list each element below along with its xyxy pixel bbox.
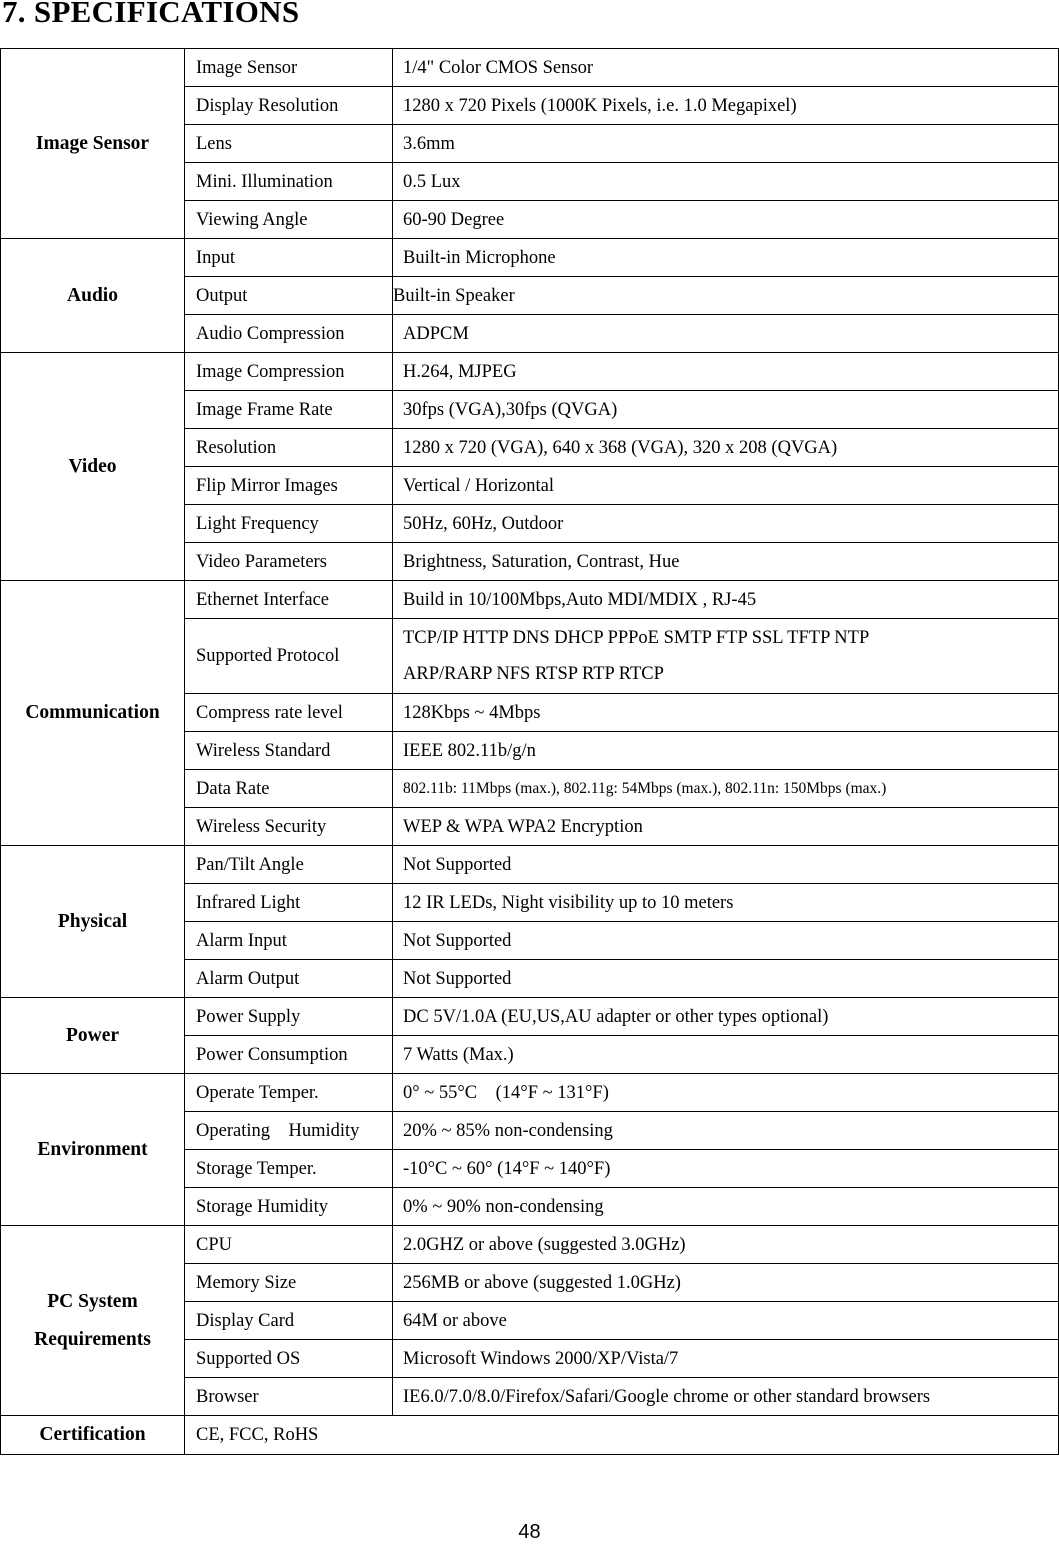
spec-value: 7 Watts (Max.) [393, 1036, 1059, 1074]
spec-label: Alarm Output [185, 960, 393, 998]
spec-value: Not Supported [393, 922, 1059, 960]
category-physical: Physical [1, 846, 185, 998]
spec-label: Power Supply [185, 998, 393, 1036]
spec-label: Image Sensor [185, 49, 393, 87]
spec-label: Resolution [185, 429, 393, 467]
category-certification: Certification [1, 1416, 185, 1455]
certification-value: CE, FCC, RoHS [185, 1416, 1059, 1455]
spec-label: Wireless Security [185, 808, 393, 846]
spec-value: IE6.0/7.0/8.0/Firefox/Safari/Google chrome or other standard browsers [393, 1378, 1059, 1416]
spec-label: Output [185, 277, 393, 315]
category-audio: Audio [1, 239, 185, 353]
spec-label: Audio Compression [185, 315, 393, 353]
table-row [1, 1226, 1059, 1264]
category-line: Requirements [34, 1328, 151, 1350]
spec-value: Not Supported [393, 960, 1059, 998]
spec-label: Display Card [185, 1302, 393, 1340]
spec-value: 0° ~ 55°C (14°F ~ 131°F) [393, 1074, 1059, 1112]
spec-label: Display Resolution [185, 87, 393, 125]
spec-value: H.264, MJPEG [393, 353, 1059, 391]
spec-label: Light Frequency [185, 505, 393, 543]
spec-value: Vertical / Horizontal [393, 467, 1059, 505]
table-row [1, 581, 1059, 619]
category-pc-system-requirements [1, 1226, 185, 1416]
spec-value: Not Supported [393, 846, 1059, 884]
spec-label: Storage Temper. [185, 1150, 393, 1188]
spec-label: Pan/Tilt Angle [185, 846, 393, 884]
spec-label: Flip Mirror Images [185, 467, 393, 505]
spec-value: Built-in Microphone [393, 239, 1059, 277]
spec-value: 3.6mm [393, 125, 1059, 163]
category-environment: Environment [1, 1074, 185, 1226]
spec-value: 256MB or above (suggested 1.0GHz) [393, 1264, 1059, 1302]
table-row [1, 239, 1059, 277]
spec-value: 128Kbps ~ 4Mbps [393, 694, 1059, 732]
spec-label: Infrared Light [185, 884, 393, 922]
category-video: Video [1, 353, 185, 581]
table-row [1, 353, 1059, 391]
spec-value [393, 619, 1059, 694]
spec-value: Built-in Speaker [393, 277, 1059, 315]
category-power: Power [1, 998, 185, 1074]
category-image-sensor: Image Sensor [1, 49, 185, 239]
spec-value: 20% ~ 85% non-condensing [393, 1112, 1059, 1150]
spec-value: -10°C ~ 60° (14°F ~ 140°F) [393, 1150, 1059, 1188]
spec-value-line: TCP/IP HTTP DNS DHCP PPPoE SMTP FTP SSL TFTP NTP [403, 628, 870, 648]
spec-label: Wireless Standard [185, 732, 393, 770]
spec-value: DC 5V/1.0A (EU,US,AU adapter or other types optional) [393, 998, 1059, 1036]
spec-label: Browser [185, 1378, 393, 1416]
spec-value: 60-90 Degree [393, 201, 1059, 239]
spec-label: Lens [185, 125, 393, 163]
table-row [1, 998, 1059, 1036]
spec-label: CPU [185, 1226, 393, 1264]
spec-label: Mini. Illumination [185, 163, 393, 201]
spec-label: Supported Protocol [185, 619, 393, 694]
spec-value: 1/4" Color CMOS Sensor [393, 49, 1059, 87]
spec-value: IEEE 802.11b/g/n [393, 732, 1059, 770]
spec-value: Microsoft Windows 2000/XP/Vista/7 [393, 1340, 1059, 1378]
spec-value: 50Hz, 60Hz, Outdoor [393, 505, 1059, 543]
spec-label: Viewing Angle [185, 201, 393, 239]
table-row [1, 846, 1059, 884]
spec-label: Storage Humidity [185, 1188, 393, 1226]
table-row [1, 1416, 1059, 1455]
spec-label: Power Consumption [185, 1036, 393, 1074]
table-row [1, 1074, 1059, 1112]
spec-label: Data Rate [185, 770, 393, 808]
spec-label: Input [185, 239, 393, 277]
specifications-table [0, 48, 1059, 1455]
spec-value: 1280 x 720 Pixels (1000K Pixels, i.e. 1.0 Megapixel) [393, 87, 1059, 125]
page-number: 48 [518, 1521, 541, 1543]
table-row [1, 49, 1059, 87]
spec-value: 1280 x 720 (VGA), 640 x 368 (VGA), 320 x 208 (QVGA) [393, 429, 1059, 467]
spec-label: Ethernet Interface [185, 581, 393, 619]
spec-label: Supported OS [185, 1340, 393, 1378]
category-line: PC System [47, 1290, 138, 1312]
spec-label: Operate Temper. [185, 1074, 393, 1112]
spec-value: 2.0GHZ or above (suggested 3.0GHz) [393, 1226, 1059, 1264]
spec-value: WEP & WPA WPA2 Encryption [393, 808, 1059, 846]
spec-value: 30fps (VGA),30fps (QVGA) [393, 391, 1059, 429]
spec-value: ADPCM [393, 315, 1059, 353]
spec-value: 802.11b: 11Mbps (max.), 802.11g: 54Mbps (max.), 802.11n: 150Mbps (max.) [393, 770, 1059, 808]
spec-value: Build in 10/100Mbps,Auto MDI/MDIX , RJ-45 [393, 581, 1059, 619]
page-title: 7. SPECIFICATIONS [2, 0, 300, 29]
category-communication: Communication [1, 581, 185, 846]
spec-label: Compress rate level [185, 694, 393, 732]
spec-label: Operating Humidity [185, 1112, 393, 1150]
spec-value: 64M or above [393, 1302, 1059, 1340]
spec-value: 0.5 Lux [393, 163, 1059, 201]
spec-label: Image Compression [185, 353, 393, 391]
spec-label: Image Frame Rate [185, 391, 393, 429]
spec-label: Alarm Input [185, 922, 393, 960]
spec-label: Memory Size [185, 1264, 393, 1302]
spec-value: Brightness, Saturation, Contrast, Hue [393, 543, 1059, 581]
spec-value: 0% ~ 90% non-condensing [393, 1188, 1059, 1226]
spec-value: 12 IR LEDs, Night visibility up to 10 meters [393, 884, 1059, 922]
spec-label: Video Parameters [185, 543, 393, 581]
spec-value-line: ARP/RARP NFS RTSP RTP RTCP [403, 664, 664, 684]
